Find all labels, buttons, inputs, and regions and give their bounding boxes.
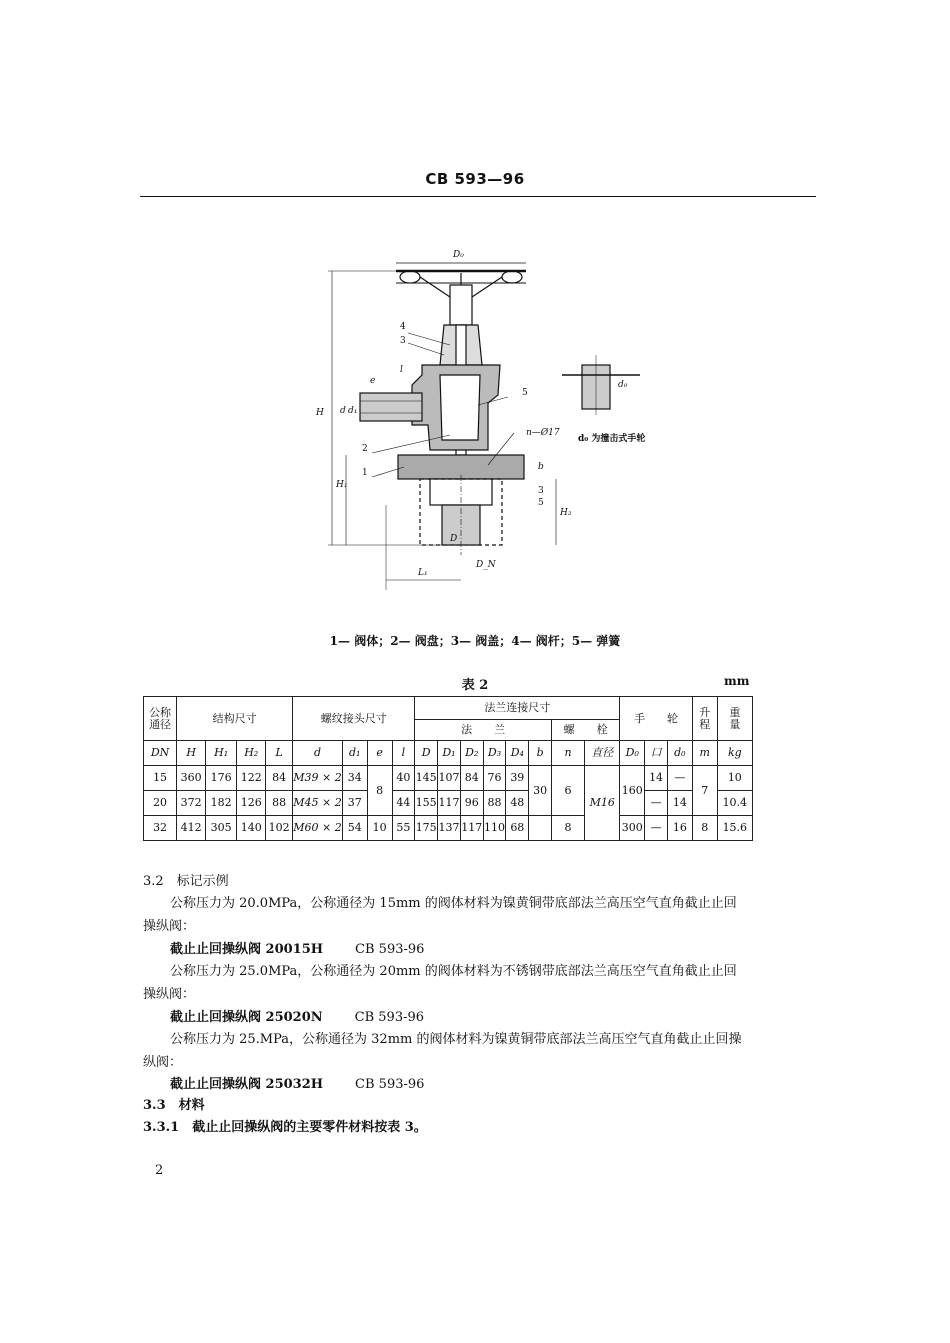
cell: 107 xyxy=(438,766,461,791)
header-weight: 重 量 xyxy=(717,697,752,741)
label-e: e xyxy=(370,376,376,386)
header-thread: 螺纹接头尺寸 xyxy=(293,697,415,741)
col-square: 口 xyxy=(645,741,668,766)
paragraph-example-1-cont: 操纵阀： xyxy=(143,919,196,934)
cell: 126 xyxy=(237,791,266,816)
label-n4: 4 xyxy=(400,322,406,332)
cell: 182 xyxy=(206,791,237,816)
section-3-3-heading: 3.3 材料 xyxy=(143,1098,205,1113)
cell: 76 xyxy=(483,766,506,791)
cell: 8 xyxy=(551,816,584,841)
cell: 102 xyxy=(266,816,293,841)
table-row xyxy=(144,791,753,816)
cell: 175 xyxy=(415,816,438,841)
col-dn: DN xyxy=(144,741,177,766)
cell: 140 xyxy=(237,816,266,841)
paragraph-example-1: 公称压力为 20.0MPa，公称通径为 15mm 的阀体材料为镍黄铜带底部法兰高压空气直角截止止回 xyxy=(170,896,737,911)
cell xyxy=(529,816,552,841)
col-d0-big: D₀ xyxy=(620,741,645,766)
cell-merged-m: 7 xyxy=(692,766,717,816)
col-big-d3: D₃ xyxy=(483,741,506,766)
label-big-d: D xyxy=(450,534,458,544)
marking-example-2 xyxy=(170,1008,424,1028)
cell-merged-n: 6 xyxy=(551,766,584,816)
col-d1: d₁ xyxy=(342,741,367,766)
label-n3: 3 xyxy=(400,336,406,346)
col-diameter: 直径 xyxy=(585,741,620,766)
spec-table xyxy=(143,696,753,841)
table-row xyxy=(144,816,753,841)
cell: 84 xyxy=(266,766,293,791)
cell: M39 × 2 xyxy=(293,766,343,791)
cell: 10 xyxy=(717,766,752,791)
cell: 37 xyxy=(342,791,367,816)
label-dn: D_N xyxy=(476,560,496,570)
cell: 88 xyxy=(266,791,293,816)
cell: 10 xyxy=(367,816,392,841)
label-n1: 1 xyxy=(362,468,368,478)
header-bolt: 螺 栓 xyxy=(551,720,619,741)
cell: 10.4 xyxy=(717,791,752,816)
cell: 300 xyxy=(620,816,645,841)
marking-example-1 xyxy=(170,940,424,960)
marking-name: 截止止回操纵阀 25032H xyxy=(170,1077,324,1092)
standard-number-header: CB 593—96 xyxy=(425,170,525,188)
header-flange: 法 兰 xyxy=(415,720,552,741)
label-h2: H₂ xyxy=(560,508,572,518)
paragraph-example-3: 公称压力为 25.MPa，公称通径为 32mm 的阀体材料为镍黄铜带底部法兰高压空气直角截止止回操 xyxy=(170,1032,742,1047)
col-d: d xyxy=(293,741,343,766)
cell: — xyxy=(645,791,668,816)
cell: 412 xyxy=(177,816,206,841)
cell: 96 xyxy=(460,791,483,816)
col-h: H xyxy=(177,741,206,766)
label-dim5: 5 xyxy=(538,498,544,508)
page-number: 2 xyxy=(155,1163,164,1178)
label-l1: L₁ xyxy=(418,568,428,578)
col-big-d: D xyxy=(415,741,438,766)
cell: 54 xyxy=(342,816,367,841)
stem-top xyxy=(450,285,472,325)
header-handwheel: 手 轮 xyxy=(620,697,692,741)
label-handwheel-note: d₀ 为撞击式手轮 xyxy=(578,434,646,444)
cell: 137 xyxy=(438,816,461,841)
table-title: 表 2 xyxy=(461,678,489,693)
valve-drawing xyxy=(300,215,680,615)
paragraph-example-2-cont: 操纵阀： xyxy=(143,987,196,1002)
cell: 15 xyxy=(144,766,177,791)
col-m: m xyxy=(692,741,717,766)
marking-example-3 xyxy=(170,1075,424,1095)
col-big-d4: D₄ xyxy=(506,741,529,766)
col-big-d2: D₂ xyxy=(460,741,483,766)
cell: 155 xyxy=(415,791,438,816)
section-3-3-1-text: 3.3.1 截止止回操纵阀的主要零件材料按表 3。 xyxy=(143,1120,427,1135)
cell: 88 xyxy=(483,791,506,816)
header-lift: 升 程 xyxy=(692,697,717,741)
marking-name: 截止止回操纵阀 25020N xyxy=(170,1010,323,1025)
figure-caption: 1— 阀体；2— 阀盘；3— 阀盖；4— 阀杆；5— 弹簧 xyxy=(329,634,621,648)
cell: 44 xyxy=(392,791,415,816)
cell: 40 xyxy=(392,766,415,791)
paragraph-example-3-cont: 纵阀： xyxy=(143,1055,183,1070)
header-structure: 结构尺寸 xyxy=(177,697,293,741)
col-kg: kg xyxy=(717,741,752,766)
marking-name: 截止止回操纵阀 20015H xyxy=(170,942,324,957)
cell: M45 × 2 xyxy=(293,791,343,816)
label-bolt-note: n—Ø17 xyxy=(526,428,560,438)
table-row xyxy=(144,766,753,791)
label-n5: 5 xyxy=(522,388,528,398)
cell: 14 xyxy=(667,791,692,816)
cell: 145 xyxy=(415,766,438,791)
label-d: d xyxy=(340,406,346,416)
cell: M60 × 2 xyxy=(293,816,343,841)
cell: 305 xyxy=(206,816,237,841)
cell-merged-e: 8 xyxy=(367,766,392,816)
label-d0: D₀ xyxy=(453,250,464,260)
cell: 32 xyxy=(144,816,177,841)
handwheel-left-hub xyxy=(400,271,420,283)
table-unit: mm xyxy=(724,674,750,688)
cell: 372 xyxy=(177,791,206,816)
cell: — xyxy=(667,766,692,791)
header-rule xyxy=(140,196,816,197)
cell: 34 xyxy=(342,766,367,791)
cell-merged-dia: M16 xyxy=(585,766,620,841)
cell-merged-b: 30 xyxy=(529,766,552,816)
section-3-2-heading: 3.2 标记示例 xyxy=(143,874,229,889)
cell: 55 xyxy=(392,816,415,841)
cell: 122 xyxy=(237,766,266,791)
col-b: b xyxy=(529,741,552,766)
cell: — xyxy=(645,816,668,841)
cell: 15.6 xyxy=(717,816,752,841)
cell: 360 xyxy=(177,766,206,791)
marking-code: CB 593-96 xyxy=(355,942,425,957)
marking-code: CB 593-96 xyxy=(355,1077,425,1092)
col-big-d1: D₁ xyxy=(438,741,461,766)
cell: 176 xyxy=(206,766,237,791)
cell: 20 xyxy=(144,791,177,816)
cell-merged-d0: 160 xyxy=(620,766,645,816)
label-b: b xyxy=(538,462,544,472)
col-h2: H₂ xyxy=(237,741,266,766)
col-h1: H₁ xyxy=(206,741,237,766)
cell: 16 xyxy=(667,816,692,841)
header-dn-group: 公称 通径 xyxy=(144,697,177,741)
cell: 68 xyxy=(506,816,529,841)
col-d0: d₀ xyxy=(667,741,692,766)
cell: 84 xyxy=(460,766,483,791)
cell: 117 xyxy=(438,791,461,816)
label-d1: d₁ xyxy=(348,406,358,416)
label-l: l xyxy=(400,365,403,375)
cell: 8 xyxy=(692,816,717,841)
label-h: H xyxy=(316,408,324,418)
label-n2: 2 xyxy=(362,444,368,454)
col-e: e xyxy=(367,741,392,766)
handwheel-right-hub xyxy=(502,271,522,283)
paragraph-example-2: 公称压力为 25.0MPa，公称通径为 20mm 的阀体材料为不锈钢带底部法兰高压空气直角截止止回 xyxy=(170,964,737,979)
label-detail-d0: d₀ xyxy=(618,380,628,390)
label-h1: H₁ xyxy=(336,480,348,490)
cell: 48 xyxy=(506,791,529,816)
marking-code: CB 593-96 xyxy=(354,1010,425,1025)
cell: 110 xyxy=(483,816,506,841)
side-connector xyxy=(360,393,422,421)
cell: 117 xyxy=(460,816,483,841)
col-l: l xyxy=(392,741,415,766)
header-flange-conn: 法兰连接尺寸 xyxy=(415,697,620,720)
col-l-big: L xyxy=(266,741,293,766)
cell: 39 xyxy=(506,766,529,791)
cell: 14 xyxy=(645,766,668,791)
col-n: n xyxy=(551,741,584,766)
label-dim3: 3 xyxy=(538,486,544,496)
